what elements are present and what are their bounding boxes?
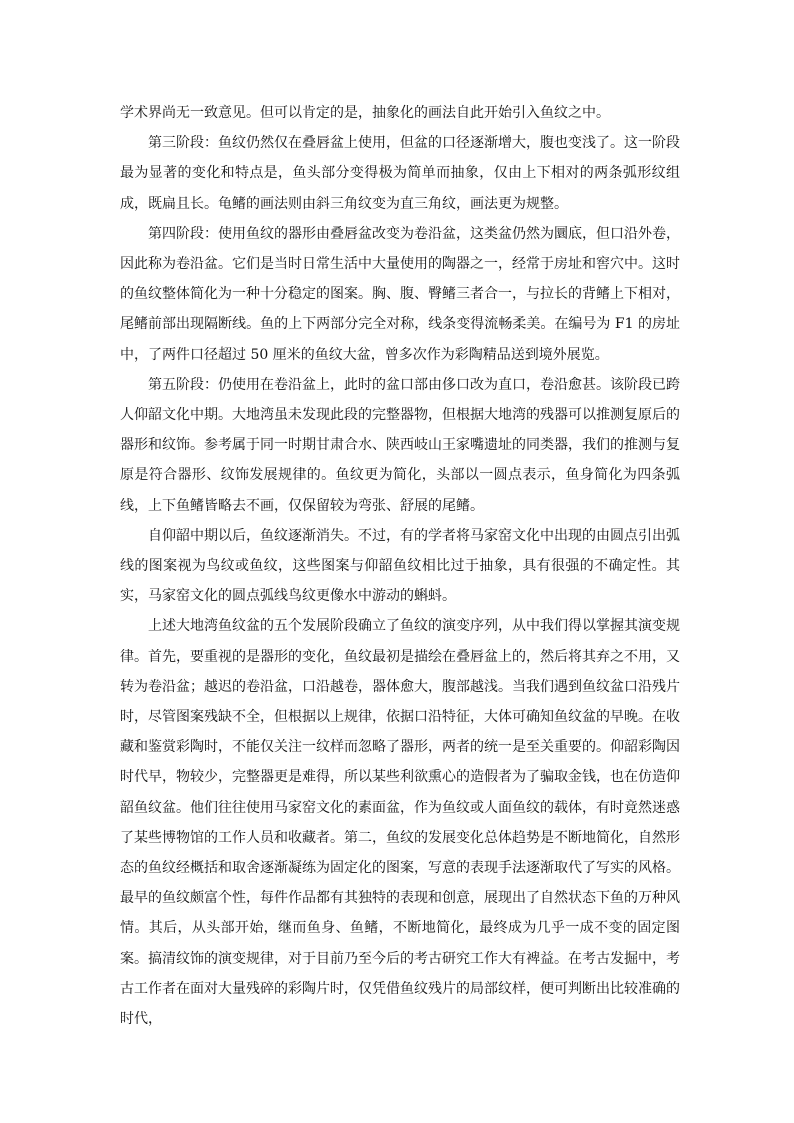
paragraph-after-yangshao: 自仰韶中期以后，鱼纹逐渐消失。不过，有的学者将马家窑文化中出现的由圆点引出弧线的图案视为鸟纹或鱼纹，这些图案与仰韶鱼纹相比过于抽象，具有很强的不确定性。其实，马家窑文化的圆点弧线鸟纹更像水中游动的蝌蚪。 <box>120 527 680 605</box>
paragraph-stage-four: 第四阶段：使用鱼纹的器形由叠唇盆改变为卷沿盆，这类盆仍然为圜底，但口沿外卷，因此称为卷沿盆。它们是当时日常生活中大量使用的陶器之一，经常于房址和窖穴中。这时的鱼纹整体简化为一种十分稳定的图案。胸、腹、臀鳍三者合一，与拉长的背鳍上下相对，尾鳍前部出现隔断线。鱼的上下两部分完全对称，线条变得流畅柔美。在编号为 F1 的房址中，了两件口径超过 50 厘米的鱼纹大盆，曾多次作为彩陶精品送到境外展览。 <box>120 225 680 363</box>
paragraph-summary: 上述大地湾鱼纹盆的五个发展阶段确立了鱼纹的演变序列，从中我们得以掌握其演变规律。首先，要重视的是器形的变化，鱼纹最初是描绘在叠唇盆上的，然后将其弃之不用，又转为卷沿盆；越迟的卷沿盆，口沿越卷，器体愈大，腹部越浅。当我们遇到鱼纹盆口沿残片时，尽管图案残缺不全，但根据以上规律，依据口沿特征，大体可确知鱼纹盆的早晚。在收藏和鉴赏彩陶时，不能仅关注一纹样而忽略了器形，两者的统一是至关重要的。仰韶彩陶因时代早，物较少，完整器更是难得，所以某些利欲熏心的造假者为了骗取金钱，也在仿造仰韶鱼纹盆。他们往往使用马家窑文化的素面盆，作为鱼纹或人面鱼纹的载体，有时竟然迷惑了某些博物馆的工作人员和收藏者。第二，鱼纹的发展变化总体趋势是不断地简化，自然形态的鱼纹经概括和取舍逐渐凝练为固定化的图案，写意的表现手法逐渐取代了写实的风格。最早的鱼纹颇富个性，每件作品都有其独特的表现和创意，展现出了自然状态下鱼的万种风情。其后，从头部开始，继而鱼身、鱼鳍，不断地简化，最终成为几乎一成不变的固定图案。搞清纹饰的演变规律，对于目前乃至今后的考古研究工作大有裨益。在考古发掘中，考古工作者在面对大量残碎的彩陶片时，仅凭借鱼纹残片的局部纹样，便可判断出比较准确的时代， <box>120 618 680 1028</box>
paragraph-stage-five: 第五阶段：仍使用在卷沿盆上，此时的盆口部由侈口改为直口，卷沿愈甚。该阶段已跨人仰韶文化中期。大地湾虽未发现此段的完整器物，但根据大地湾的残器可以推测复原后的器形和纹饰。参考属于同一时期甘肃合水、陕西岐山王家嘴遗址的同类器，我们的推测与复原是符合器形、纹饰发展规律的。鱼纹更为简化，头部以一圆点表示，鱼身简化为四条弧线，上下鱼鳍皆略去不画，仅保留较为弯张、舒展的尾鳍。 <box>120 376 680 514</box>
paragraph-stage-three: 第三阶段：鱼纹仍然仅在叠唇盆上使用，但盆的口径逐渐增大，腹也变浅了。这一阶段最为显著的变化和特点是，鱼头部分变得极为简单而抽象，仅由上下相对的两条弧形纹组成，既扁且长。龟鳍的画法则由斜三角纹变为直三角纹，画法更为规整。 <box>120 135 680 212</box>
paragraph-continuation: 学术界尚无一致意见。但可以肯定的是，抽象化的画法自此开始引入鱼纹之中。 <box>120 105 610 121</box>
document-body <box>120 98 680 1034</box>
